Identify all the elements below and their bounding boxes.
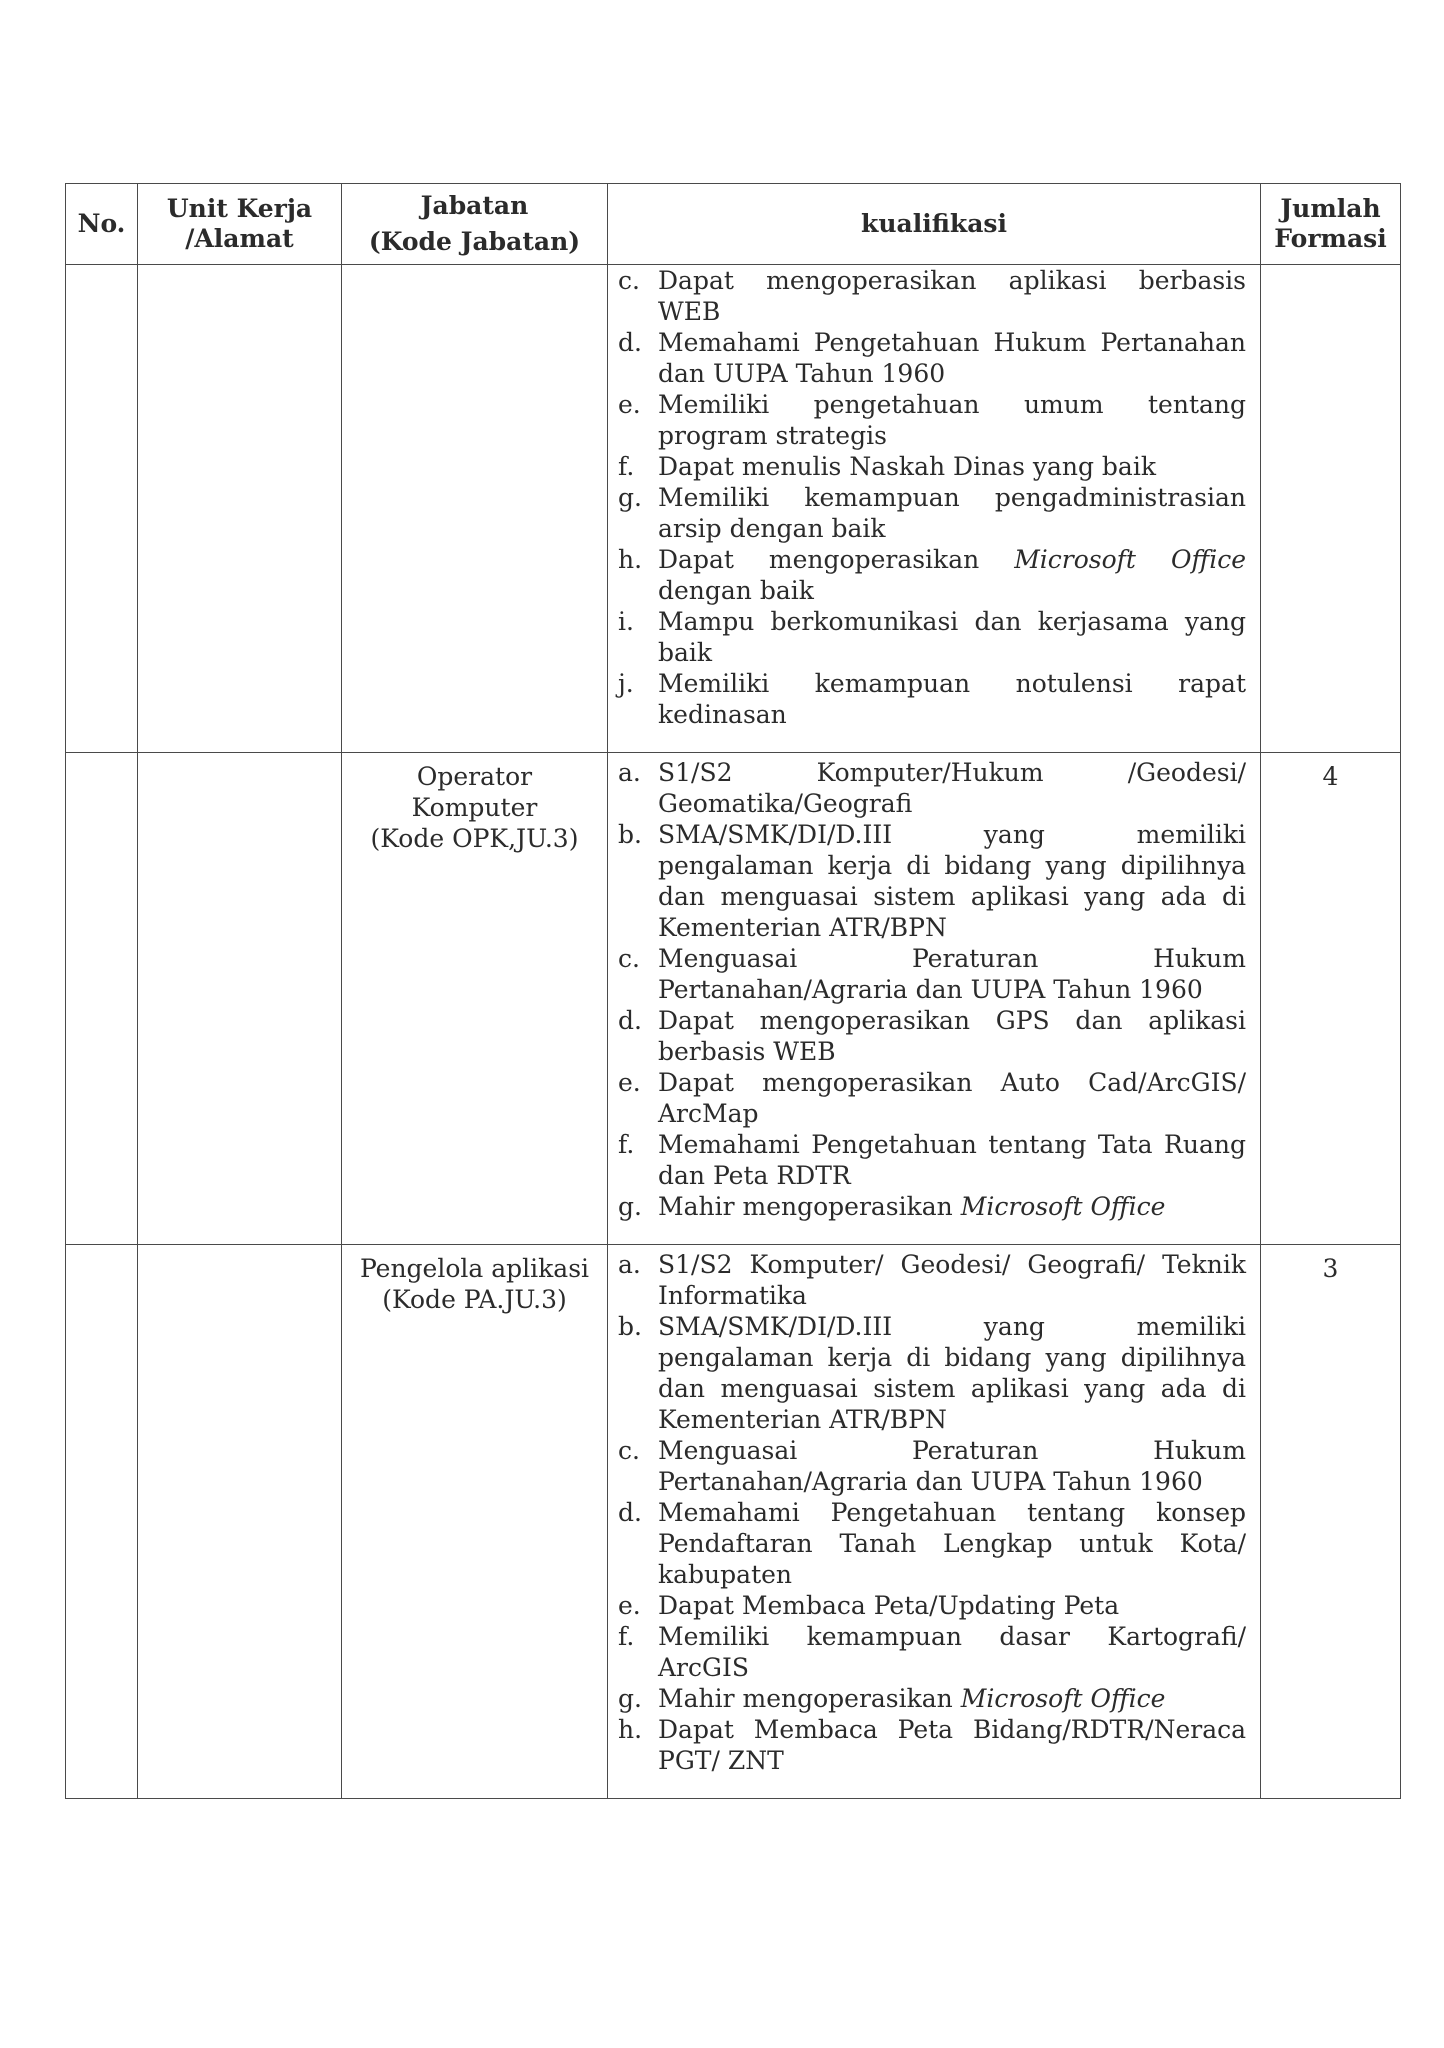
cell-no [66,1245,138,1799]
qualification-text: Memahami Pengetahuan tentang konsep [658,1498,1246,1527]
header-kualifikasi: kualifikasi [608,184,1261,265]
qualification-letter [618,1745,658,1776]
qualification-text: PGT/ ZNT [658,1746,784,1775]
qualification-letter [618,637,658,668]
jabatan-code: (Kode OPK,JU.3) [370,824,579,853]
qualification-text: Dapat menulis Naskah Dinas yang baik [658,452,1156,481]
qualification-line [618,1191,1246,1222]
qualification-letter: a. [618,758,641,787]
qualification-letter [618,788,658,819]
qualification-letter: a. [618,1250,641,1279]
cell-no [66,265,138,753]
qualification-line [618,513,1246,544]
qualification-text: berbasis WEB [658,1037,836,1066]
qualification-line [618,974,1246,1005]
qualification-line [618,1714,1246,1745]
qualification-text: Dapat Membaca Peta Bidang/RDTR/Neraca [658,1715,1246,1744]
qualification-line [618,1067,1246,1098]
qualification-line [618,1342,1246,1373]
italic-term: Microsoft [1014,545,1136,574]
qualification-line [618,912,1246,943]
qualification-letter [618,1404,658,1435]
header-jabatan [342,184,608,265]
qualification-text: Menguasai Peraturan Hukum [658,1436,1246,1465]
qualification-letter: d. [618,1498,642,1527]
qualification-letter: g. [618,1684,642,1713]
qualification-text: kabupaten [658,1560,793,1589]
qualification-letter: d. [618,1006,642,1035]
qualification-text: baik [658,638,713,667]
qualification-text: Pertanahan/Agraria dan UUPA Tahun 1960 [658,1467,1203,1496]
qualification-line [618,850,1246,881]
qualification-line [618,1249,1246,1280]
qualification-line [618,1435,1246,1466]
qualification-letter: b. [618,820,642,849]
qualification-list [618,757,1246,1222]
qualification-line [618,881,1246,912]
qualification-line [618,482,1246,513]
qualification-letter: g. [618,483,642,512]
cell-kualifikasi [608,1245,1261,1799]
qualification-line [618,1497,1246,1528]
qualification-letter [618,1528,658,1559]
qualification-text: Dapat mengoperasikan Auto Cad/ArcGIS/ [658,1068,1246,1097]
qualification-text: Geomatika/Geografi [658,789,913,818]
qualification-line [618,1160,1246,1191]
qualification-letter: j. [618,669,634,698]
qualification-line [618,358,1246,389]
qualification-letter [618,1373,658,1404]
qualification-line [618,1005,1246,1036]
formasi-table [65,183,1401,1799]
qualification-text: SMA/SMK/DI/D.III yang memiliki [658,820,1246,849]
italic-term: Office [1090,1684,1166,1713]
qualification-letter: c. [618,944,640,973]
qualification-line [618,1129,1246,1160]
qualification-line [618,420,1246,451]
qualification-list [618,265,1246,730]
qualification-letter: i. [618,607,634,636]
qualification-letter [618,1559,658,1590]
qualification-line [618,1652,1246,1683]
qualification-list [618,1249,1246,1776]
qualification-line [618,1590,1246,1621]
qualification-letter [618,881,658,912]
table-header-row [66,184,1401,265]
qualification-line [618,544,1246,575]
italic-term: Microsoft [960,1192,1083,1221]
qualification-letter [618,513,658,544]
qualification-text: S1/S2 Komputer/ Geodesi/ Geografi/ Teknik [658,1250,1246,1279]
header-no: No. [66,184,138,265]
qualification-letter [618,1160,658,1191]
qualification-letter: g. [618,1192,642,1221]
qualification-text: S1/S2 Komputer/Hukum /Geodesi/ [658,758,1246,787]
qualification-letter: e. [618,1591,641,1620]
qualification-text: Memiliki kemampuan dasar Kartografi/ [658,1622,1246,1651]
qualification-letter [618,699,658,730]
qualification-text: ArcGIS [658,1653,749,1682]
qualification-text: arsip dengan baik [658,514,886,543]
qualification-line [618,1621,1246,1652]
jabatan-line: Komputer [411,793,538,822]
qualification-line [618,943,1246,974]
qualification-letter: e. [618,1068,641,1097]
qualification-text: Mahir mengoperasikan Microsoft Office [658,1684,1166,1713]
qualification-text: Memiliki kemampuan pengadministrasian [658,483,1246,512]
header-jabatan-line1: Jabatan [420,191,529,220]
cell-jumlah [1261,265,1401,753]
cell-unit-kerja [138,1245,342,1799]
qualification-text: Pendaftaran Tanah Lengkap untuk Kota/ [658,1529,1246,1558]
qualification-line [618,606,1246,637]
qualification-letter [618,1652,658,1683]
qualification-line [618,451,1246,482]
qualification-text: Kementerian ATR/BPN [658,1405,947,1434]
qualification-text: Informatika [658,1281,807,1310]
qualification-text: program strategis [658,421,887,450]
header-jabatan-line2: (Kode Jabatan) [368,227,581,256]
table-row [66,265,1401,753]
qualification-text: Pertanahan/Agraria dan UUPA Tahun 1960 [658,975,1203,1004]
qualification-letter: f. [618,452,635,481]
qualification-letter [618,1466,658,1497]
qualification-line [618,1098,1246,1129]
cell-no [66,753,138,1245]
qualification-letter: f. [618,1130,635,1159]
cell-jabatan [342,1245,608,1799]
qualification-letter: c. [618,266,640,295]
qualification-letter [618,1098,658,1129]
cell-jabatan [342,265,608,753]
jabatan-code: (Kode PA.JU.3) [382,1285,567,1314]
cell-jumlah: 3 [1261,1245,1401,1799]
qualification-line [618,1466,1246,1497]
cell-kualifikasi [608,265,1261,753]
qualification-line [618,575,1246,606]
qualification-line [618,699,1246,730]
qualification-line [618,819,1246,850]
qualification-letter: h. [618,1715,643,1744]
qualification-text: dan menguasai sistem aplikasi yang ada di [658,882,1246,911]
header-jumlah-line1: Jumlah [1280,194,1381,223]
qualification-text: Mahir mengoperasikan Microsoft Office [658,1192,1166,1221]
qualification-letter [618,1036,658,1067]
qualification-text: pengalaman kerja di bidang yang dipilihnya [658,1343,1246,1372]
header-jumlah-formasi [1261,184,1401,265]
qualification-line [618,668,1246,699]
qualification-text: dan menguasai sistem aplikasi yang ada di [658,1374,1246,1403]
jabatan-line: Operator [416,762,533,791]
qualification-text: Dapat mengoperasikan Microsoft Office [658,545,1246,574]
qualification-text: Mampu berkomunikasi dan kerjasama yang [658,607,1246,636]
qualification-line [618,1528,1246,1559]
qualification-letter [618,850,658,881]
qualification-text: kedinasan [658,700,787,729]
qualification-line [618,1559,1246,1590]
qualification-text: Dapat Membaca Peta/Updating Peta [658,1591,1120,1620]
qualification-line [618,1404,1246,1435]
qualification-line [618,265,1246,296]
qualification-line [618,637,1246,668]
jabatan-line: Pengelola aplikasi [359,1254,590,1283]
cell-kualifikasi [608,753,1261,1245]
cell-jumlah: 4 [1261,753,1401,1245]
header-jumlah-line2: Formasi [1274,224,1387,253]
qualification-text: Memiliki kemampuan notulensi rapat [658,669,1246,698]
qualification-line [618,1036,1246,1067]
header-unit-kerja: Unit Kerja /Alamat [138,184,342,265]
qualification-text: pengalaman kerja di bidang yang dipilihnya [658,851,1246,880]
qualification-letter: d. [618,328,642,357]
cell-unit-kerja [138,753,342,1245]
qualification-letter: h. [618,545,643,574]
qualification-letter [618,358,658,389]
qualification-line [618,1280,1246,1311]
qualification-letter [618,1342,658,1373]
italic-term: Microsoft [960,1684,1083,1713]
cell-jabatan [342,753,608,1245]
qualification-letter [618,296,658,327]
qualification-text: SMA/SMK/DI/D.III yang memiliki [658,1312,1246,1341]
table-row [66,753,1401,1245]
qualification-text: Menguasai Peraturan Hukum [658,944,1246,973]
qualification-text: WEB [658,297,721,326]
italic-term: Office [1171,545,1246,574]
qualification-line [618,327,1246,358]
qualification-letter: c. [618,1436,640,1465]
italic-term: Office [1090,1192,1166,1221]
qualification-letter [618,420,658,451]
qualification-line [618,1683,1246,1714]
qualification-text: Memiliki pengetahuan umum tentang [658,390,1246,419]
qualification-line [618,757,1246,788]
qualification-text: dengan baik [658,576,814,605]
qualification-text: dan UUPA Tahun 1960 [658,359,946,388]
qualification-text: Memahami Pengetahuan tentang Tata Ruang [658,1130,1246,1159]
qualification-letter: b. [618,1312,642,1341]
qualification-letter: f. [618,1622,635,1651]
qualification-line [618,296,1246,327]
qualification-text: Dapat mengoperasikan aplikasi berbasis [658,266,1246,295]
qualification-text: ArcMap [658,1099,759,1128]
qualification-letter [618,974,658,1005]
qualification-letter [618,912,658,943]
qualification-line [618,1311,1246,1342]
qualification-text: Memahami Pengetahuan Hukum Pertanahan [658,328,1246,357]
qualification-line [618,788,1246,819]
qualification-line [618,389,1246,420]
qualification-letter: e. [618,390,641,419]
qualification-text: Dapat mengoperasikan GPS dan aplikasi [658,1006,1246,1035]
cell-unit-kerja [138,265,342,753]
qualification-line [618,1373,1246,1404]
qualification-text: dan Peta RDTR [658,1161,851,1190]
qualification-line [618,1745,1246,1776]
qualification-letter [618,1280,658,1311]
table-row [66,1245,1401,1799]
qualification-letter [618,575,658,606]
qualification-text: Kementerian ATR/BPN [658,913,947,942]
